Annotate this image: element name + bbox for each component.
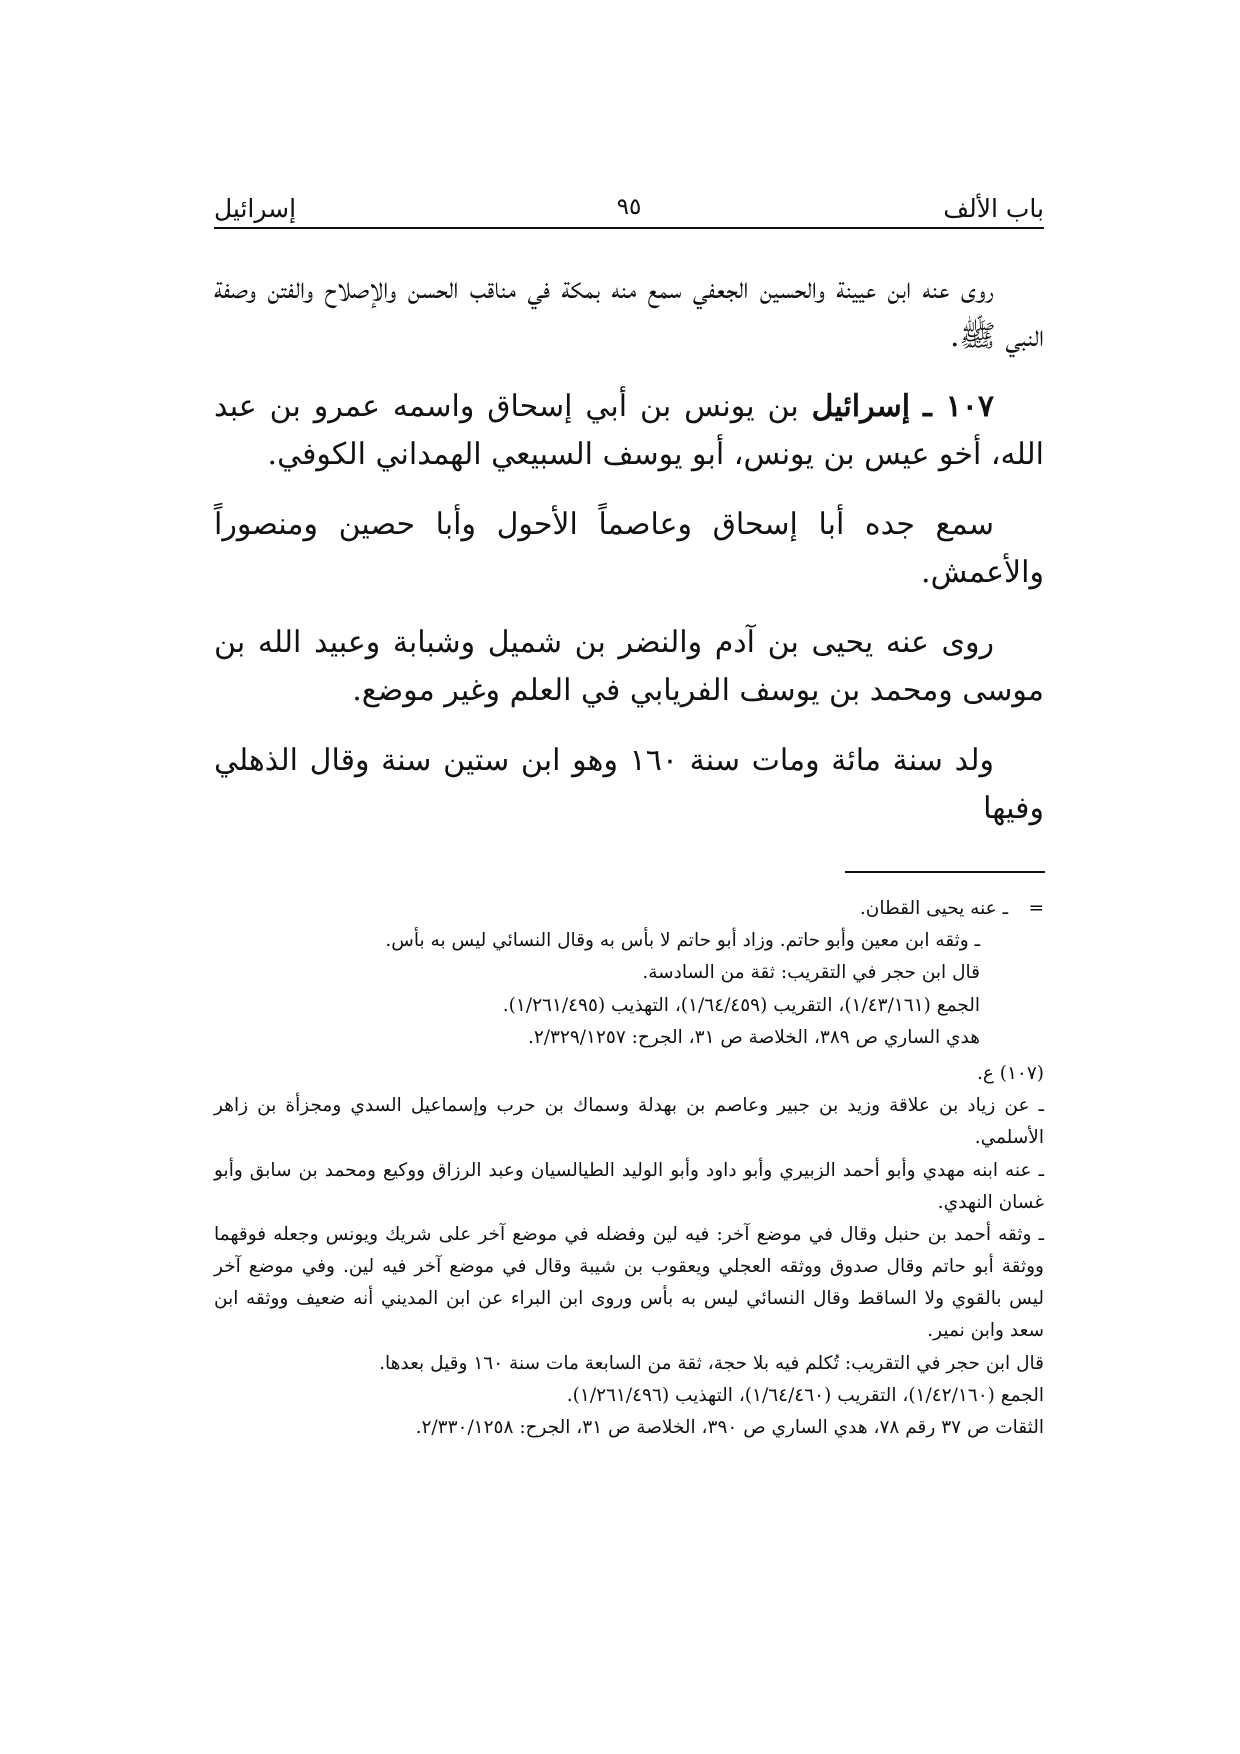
footnote-107-references: الجمع (١/٤٢/١٦٠)، التقريب (١/٦٤/٤٦٠)، التهذيب (١/٢٦١/٤٩٦). — [566, 1384, 1044, 1406]
footnote-continuation — [214, 893, 1044, 1054]
footnote-line: هدي الساري ص ٣٨٩، الخلاصة ص ٣١، الجرح: ٢/٣٢٩/١٢٥٧. — [527, 1026, 980, 1048]
footnote-line: ـ عنه يحيى القطان. — [859, 898, 1008, 919]
paragraph-teachers: سمع جده أبا إسحاق وعاصماً الأحول وأبا حصين ومنصوراً والأعمش. — [214, 507, 1044, 590]
running-header — [214, 185, 1044, 229]
footnote-separator — [845, 871, 1045, 873]
footnote-107-students: ـ عنه ابنه مهدي وأبو أحمد الزبيري وأبو داود وأبو الوليد الطيالسيان وعبد الرزاق ووكيع ومحمد بن سابق وأبو غسان النهدي. — [214, 1159, 1044, 1213]
main-text — [214, 265, 1044, 855]
footnote-line: الجمع (١/٤٣/١٦١)، التقريب (١/٦٤/٤٥٩)، التهذيب (١/٢٦١/٤٩٥). — [502, 994, 980, 1016]
paragraph-students: روى عنه يحيى بن آدم والنضر بن شميل وشبابة وعبيد الله بن موسى ومحمد بن يوسف الفريابي في العلم وغير موضع. — [214, 625, 1044, 708]
running-entry-name: إسرائيل — [214, 194, 297, 223]
footnotes — [214, 893, 1044, 1444]
page-number: ٩٥ — [616, 194, 642, 220]
chapter-title: باب الألف — [943, 194, 1044, 223]
footnote-line: قال ابن حجر في التقريب: ثقة من السادسة. — [642, 962, 980, 984]
footnote-107-references-2: الثقات ص ٣٧ رقم ٧٨، هدي الساري ص ٣٩٠، الخلاصة ص ٣١، الجرح: ٢/٣٣٠/١٢٥٨. — [415, 1417, 1044, 1438]
paragraph-narrators: روى عنه ابن عيينة والحسين الجعفي سمع منه بمكة في مناقب الحسن والإصلاح والفتن وصفة النبي ﷺ. — [214, 271, 1044, 354]
entry-heading-name: إسرائيل — [811, 389, 911, 424]
footnote-107-grading: ـ وثقه أحمد بن حنبل وقال في موضع آخر: فيه لين وفضله في موضع آخر على شريك ويونس وجعله فوقهما ووثقة أبو حاتم وقال صدوق ووثقه العجلي ويعقوب بن شيبة وقال في موضع آخر فيه لين. وفي موضع آخر ليس بالقوي ولا الساقط وقال النسائي ليس به بأس وروى ابن البراء عن ابن المديني أنه ضعيف ووثقه ابن سعد وابن نمير. — [214, 1223, 1044, 1342]
footnote-line: ـ وثقه ابن معين وأبو حاتم. وزاد أبو حاتم لا بأس به وقال النسائي ليس به بأس. — [385, 930, 980, 952]
footnote-107-taqrib: قال ابن حجر في التقريب: تُكلم فيه بلا حجة، ثقة من السابعة مات سنة ١٦٠ وقيل بعدها. — [379, 1352, 1044, 1374]
footnote-107-heading: (١٠٧) ع. — [976, 1062, 1044, 1084]
continuation-mark: = — [1028, 898, 1044, 919]
paragraph-birth-death: ولد سنة مائة ومات سنة ١٦٠ وهو ابن ستين سنة وقال الذهلي وفيها — [214, 743, 1044, 826]
entry-lineage: بن يونس بن أبي إسحاق واسمه عمرو بن عبد الله، أخو عيس بن يونس، أبو يوسف السبيعي الهمداني الكوفي. — [214, 389, 1044, 472]
entry-number: ١٠٧ ـ — [923, 389, 994, 424]
footnote-107-teachers: ـ عن زياد بن علاقة وزيد بن جبير وعاصم بن بهدلة وسماك بن حرب وإسماعيل السدي ومجزأة بن زاهر الأسلمي. — [214, 1095, 1044, 1149]
entry-107 — [214, 383, 1044, 479]
